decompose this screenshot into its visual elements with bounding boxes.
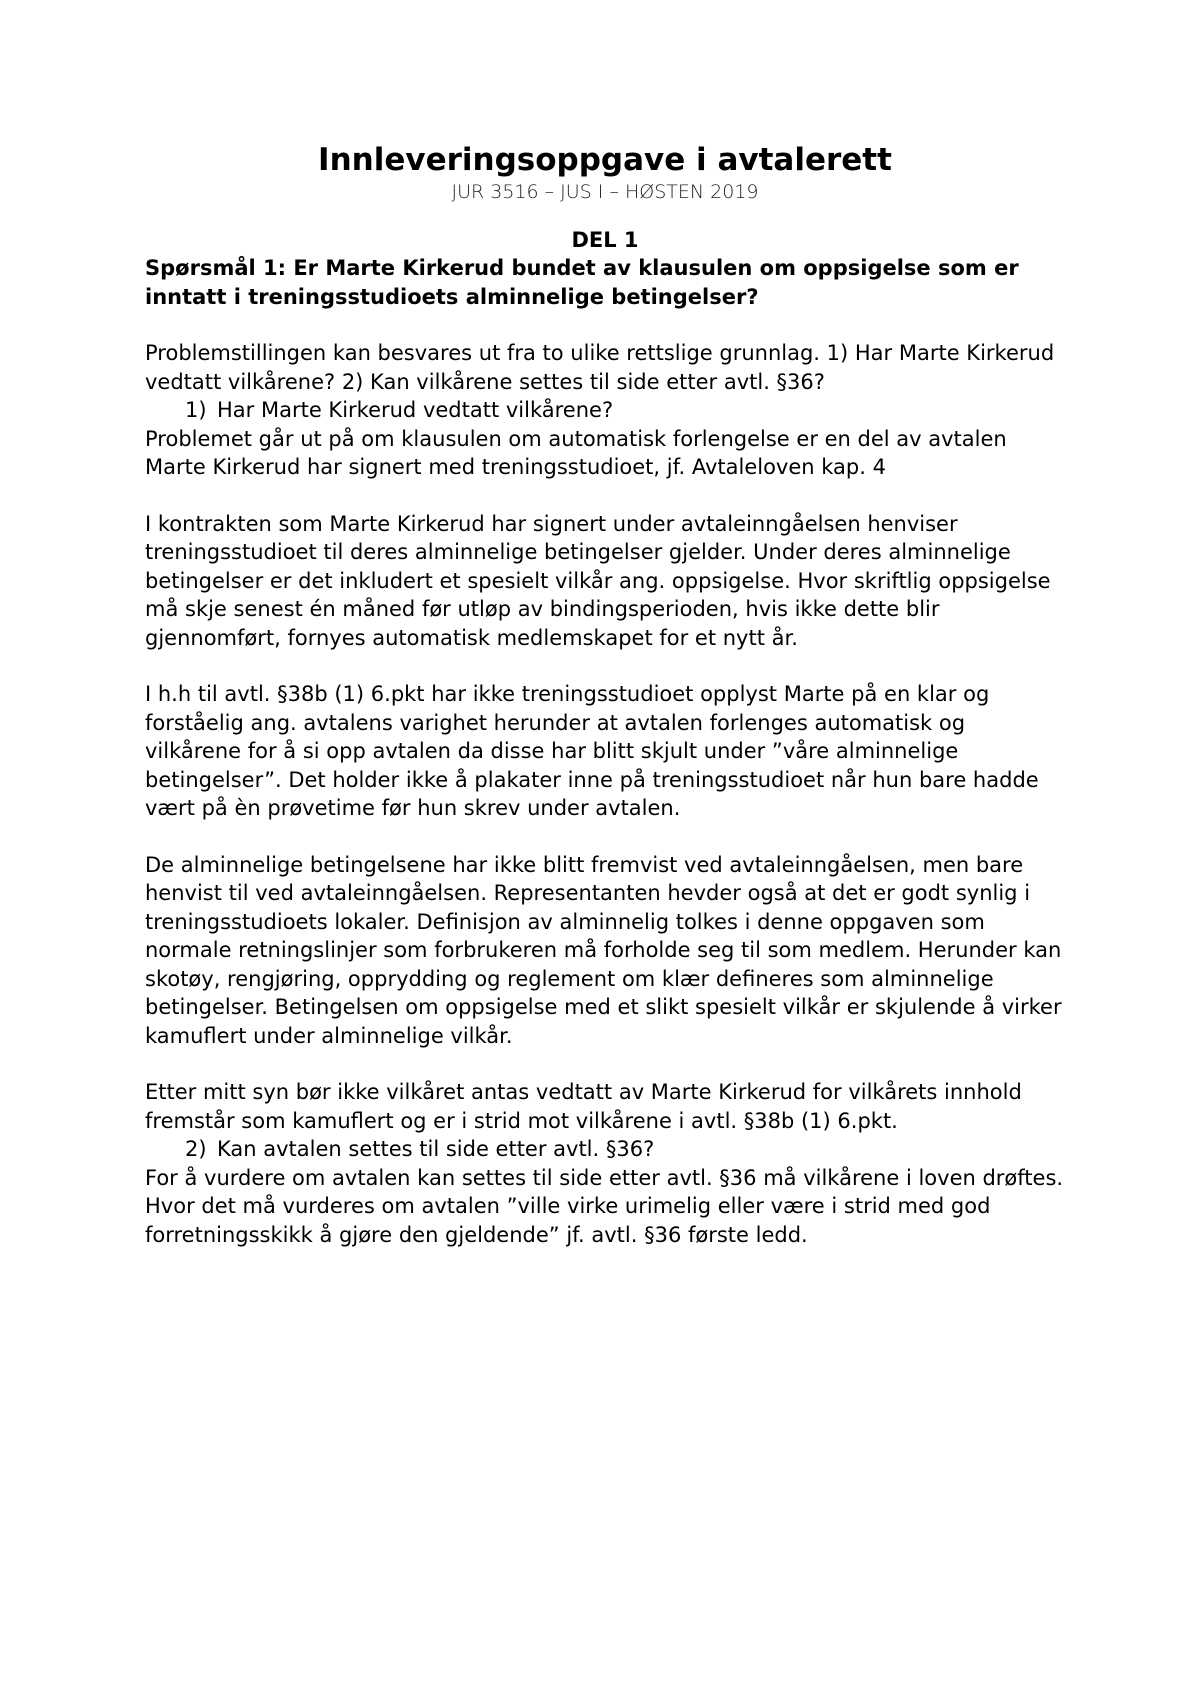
part2-heading xyxy=(145,1135,1065,1164)
part1-heading xyxy=(145,396,1065,425)
part1-paragraph: Etter mitt syn bør ikke vilkåret antas vedtatt av Marte Kirkerud for vilkårets innhold fremstår som kamuflert og er i strid mot vilkårene i avtl. §38b (1) 6.pkt. xyxy=(145,1080,1022,1133)
document-subtitle: JUR 3516 – JUS I – HØSTEN 2019 xyxy=(451,181,759,203)
question-heading: Spørsmål 1: Er Marte Kirkerud bundet av klausulen om oppsigelse som er inntatt i treningsstudioets alminnelige betingelser? xyxy=(145,256,1019,309)
part1-paragraph: I kontrakten som Marte Kirkerud har signert under avtaleinngåelsen henviser treningsstudioet til deres alminnelige betingelser gjelder. Under deres alminnelige betingelser er det inkludert et spesielt vilkår ang. oppsigelse. Hvor skriftlig oppsigelse må skje senest én måned før utløp av bindingsperioden, hvis ikke dette blir gjennomført, fornyes automatisk medlemskapet for et nytt år. xyxy=(145,511,1051,650)
part1-paragraph: Problemet går ut på om klausulen om automatisk forlengelse er en del av avtalen Marte Kirkerud har signert med treningsstudioet, jf. Avtaleloven kap. 4 xyxy=(145,426,1007,479)
section-heading: DEL 1 xyxy=(571,228,639,252)
part2-heading-text: Kan avtalen settes til side etter avtl. §36? xyxy=(217,1137,655,1161)
part2-marker: 2) xyxy=(185,1137,207,1161)
part2-paragraph: For å vurdere om avtalen kan settes til side etter avtl. §36 må vilkårene i loven drøftes. Hvor det må vurderes om avtalen ”ville virke urimelig eller være i strid med god forretningsskikk å gjøre den gjeldende” jf. avtl. §36 første ledd. xyxy=(145,1165,1064,1247)
part1-marker: 1) xyxy=(185,398,207,422)
part1-heading-text: Har Marte Kirkerud vedtatt vilkårene? xyxy=(217,398,614,422)
intro-paragraph: Problemstillingen kan besvares ut fra to ulike rettslige grunnlag. 1) Har Marte Kirkerud vedtatt vilkårene? 2) Kan vilkårene settes til side etter avtl. §36? xyxy=(145,341,1055,394)
part1-paragraph: De alminnelige betingelsene har ikke blitt fremvist ved avtaleinngåelsen, men bare henvist til ved avtaleinngåelsen. Representanten hevder også at det er godt synlig i treningsstudioets lokaler. Definisjon av alminnelig tolkes i denne oppgaven som normale retningslinjer som forbrukeren må forholde seg til som medlem. Herunder kan skotøy, rengjøring, opprydding og reglement om klær defineres som alminnelige betingelser. Betingelsen om oppsigelse med et slikt spesielt vilkår er skjulende å virker kamuflert under alminnelige vilkår. xyxy=(145,852,1062,1048)
part1-paragraph: I h.h til avtl. §38b (1) 6.pkt har ikke treningsstudioet opplyst Marte på en klar og forståelig ang. avtalens varighet herunder at avtalen forlenges automatisk og vilkårene for å si opp avtalen da disse har blitt skjult under ”våre alminnelige betingelser”. Det holder ikke å plakater inne på treningsstudioet når hun bare hadde vært på èn prøvetime før hun skrev under avtalen. xyxy=(145,682,1039,820)
document-page xyxy=(145,140,1065,1249)
document-title: Innleveringsoppgave i avtalerett xyxy=(318,142,892,178)
